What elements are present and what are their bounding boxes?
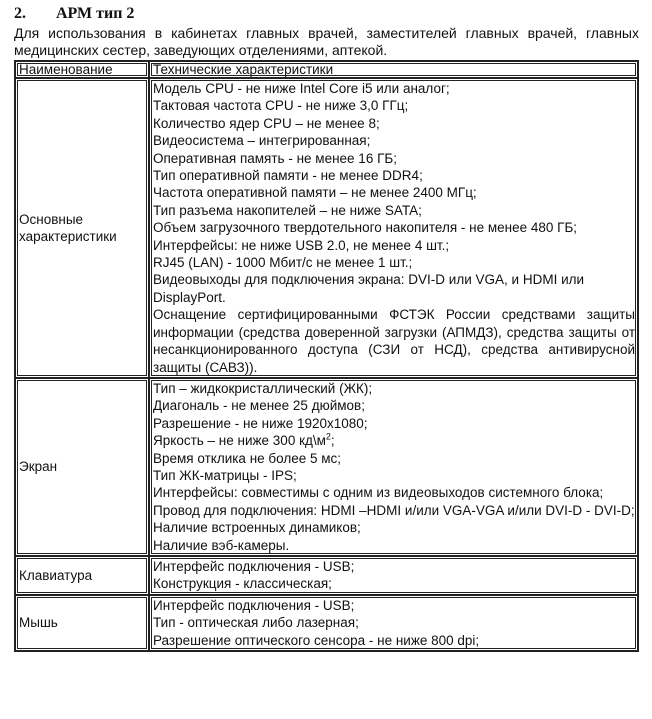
spec-line: Разрешение оптического сенсора - не ниже 800 dpi; [153, 632, 480, 648]
spec-line: Оснащение сертифицированными ФСТЭК России средствами защиты информации (средства доверенной загрузки (АПМДЗ), средства защиты от несанкционированного доступа (СЗИ от НСД), средства антивирусной защиты (САВЗ)). [153, 307, 635, 375]
spec-line: Оперативная память - не менее 16 ГБ; [153, 150, 397, 166]
row-name-mouse: Мышь [15, 595, 149, 651]
row-name-screen: Экран [15, 378, 149, 556]
section-intro: Для использования в кабинетах главных врачей, заместителей главных врачей, главных медицинских сестер, заведующих отделениями, аптекой. [14, 25, 639, 58]
spec-line: Тип ЖК-матрицы - IPS; [153, 467, 297, 483]
table-row [15, 378, 638, 556]
spec-line: Наличие вэб-камеры. [153, 537, 290, 553]
section-heading [14, 4, 639, 24]
spec-line: Время отклика не более 5 мс; [153, 450, 342, 466]
spec-line: Диагональ - не менее 25 дюймов; [153, 398, 365, 414]
spec-line: Интерфейсы: не ниже USB 2.0, не менее 4 шт.; [153, 237, 450, 253]
spec-line: Модель CPU - не ниже Intel Core i5 или аналог; [153, 81, 450, 96]
row-spec-keyboard [149, 556, 638, 595]
spec-line: Тип оперативной памяти - не менее DDR4; [153, 168, 423, 184]
header-name-cell: Наименование [15, 61, 149, 78]
spec-line: Разрешение - не ниже 1920x1080; [153, 415, 368, 431]
brightness-end: ; [330, 433, 335, 449]
spec-line: Количество ядер CPU – не менее 8; [153, 115, 380, 131]
spec-line: Наличие встроенных динамиков; [153, 520, 361, 536]
spec-line: Объем загрузочного твердотельного накопителя - не менее 480 ГБ; [153, 220, 578, 236]
spec-line: Тип - оптическая либо лазерная; [153, 615, 359, 631]
row-spec-main [149, 78, 638, 378]
spec-line: Конструкция - классическая; [153, 576, 332, 592]
table-header-row [15, 61, 638, 78]
section-title: АРМ тип 2 [56, 5, 135, 22]
spec-line: Частота оперативной памяти – не менее 2400 МГц; [153, 185, 477, 201]
spec-line: Тип – жидкокристаллический (ЖК); [153, 380, 373, 396]
spec-line: Интерфейсы: совместимы с одним из видеовыходов системного блока; [153, 485, 604, 501]
row-spec-screen [149, 378, 638, 556]
spec-line: RJ45 (LAN) - 1000 Мбит/с не менее 1 шт.; [153, 255, 413, 271]
table-row [15, 595, 638, 651]
brightness-superscript: 2 [325, 432, 331, 442]
document-page [14, 4, 639, 652]
spec-line: Тип разъема накопителей – не ниже SATA; [153, 202, 422, 218]
spec-line: Тактовая частота CPU - не ниже 3,0 ГГц; [153, 98, 409, 114]
spec-line: Интерфейс подключения - USB; [153, 597, 355, 613]
spec-table [14, 60, 639, 652]
row-spec-mouse [149, 595, 638, 651]
spec-line: Интерфейс подключения - USB; [153, 558, 355, 574]
row-name-main: Основные характеристики [15, 78, 149, 378]
section-number: 2. [14, 5, 26, 22]
table-row [15, 556, 638, 595]
table-row [15, 78, 638, 378]
spec-line: Видеовыходы для подключения экрана: DVI-D или VGA, и HDMI или DisplayPort. [153, 272, 585, 305]
spec-line: Провод для подключения: HDMI –HDMI и/или VGA-VGA и/или DVI-D - DVI-D; [153, 502, 635, 518]
brightness-text: Яркость – не ниже 300 кд\м [153, 433, 326, 449]
spec-line-brightness [153, 432, 635, 449]
row-name-keyboard: Клавиатура [15, 556, 149, 595]
header-spec-cell: Технические характеристики [149, 61, 638, 78]
spec-line: Видеосистема – интегрированная; [153, 133, 371, 149]
